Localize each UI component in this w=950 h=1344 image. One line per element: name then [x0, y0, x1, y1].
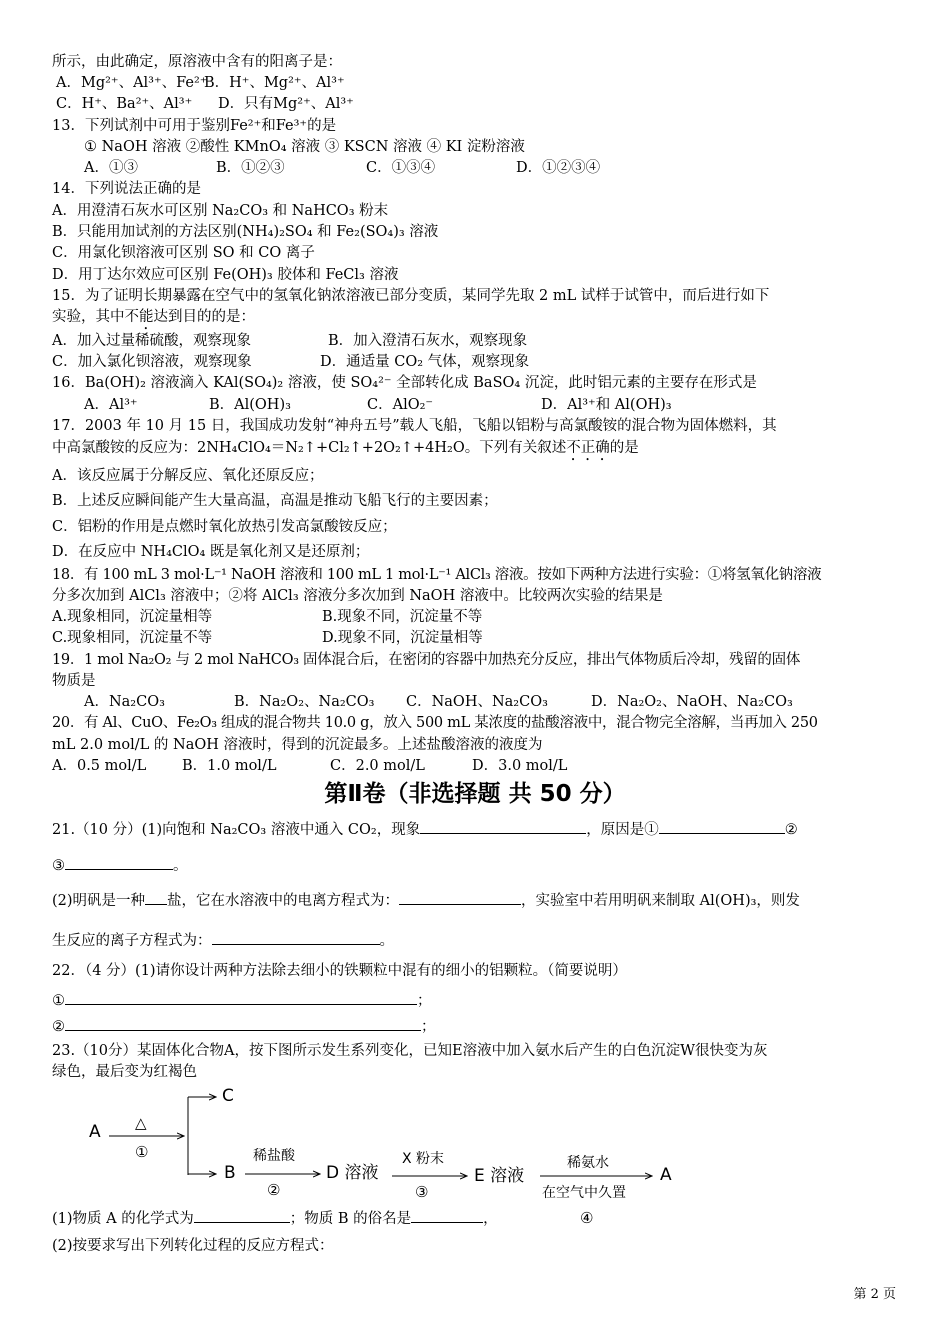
q23-part2: (2)按要求写出下列转化过程的反应方程式：: [52, 1238, 334, 1254]
q13-option-b: B．①②③: [216, 160, 285, 176]
q15-stem-text: 实验，其中不: [52, 309, 139, 325]
intro-option-b: B．H⁺、Mg²⁺、Al³⁺: [204, 75, 345, 91]
node-d: D 溶液: [326, 1163, 379, 1183]
node-e: E 溶液: [474, 1166, 525, 1186]
q14-stem: 14．下列说法正确的是: [52, 181, 201, 197]
q20-option-a: A．0.5 mol/L: [52, 758, 147, 774]
q15-option-b: B．加入澄清石灰水，观察现象: [328, 333, 528, 349]
q22-method1-end: ；: [417, 993, 432, 1009]
q19-option-a: A．Na₂CO₃: [84, 694, 165, 710]
node-b: B: [224, 1163, 236, 1183]
page-number: 第 2 页: [853, 1287, 896, 1302]
q22-method2-end: ；: [421, 1019, 436, 1035]
q23-part1-comma: ，: [483, 1211, 498, 1227]
q17-stem-line1: 17．2003 年 10 月 15 日，我国成功发射“神舟五号”载人飞船，飞船以铝粉与高氯酸铵的混合物为固体燃料，其: [52, 418, 777, 434]
q15-option-c: C．加入氯化钡溶液，观察现象: [52, 354, 252, 370]
q20-stem-line2: mL 2.0 mol/L 的 NaOH 溶液时，得到的沉淀最多。上述盐酸溶液的液度为: [52, 737, 543, 753]
q18-option-a: A.现象相同，沉淀量相等: [52, 609, 213, 625]
q16-option-d: D．Al³⁺和 Al(OH)₃: [541, 397, 672, 413]
q23-formula-a-blank[interactable]: [194, 1208, 290, 1223]
q13-stem: 13．下列试剂中可用于鉴别Fe²⁺和Fe³⁺的是: [52, 118, 337, 134]
q23-part1-text: (1)物质 A 的化学式为: [52, 1211, 194, 1227]
q22-stem: 22．（4 分）(1)请你设计两种方法除去细小的铁颗粒中混有的细小的铝颗粒。（简要说明）: [52, 963, 627, 979]
q21-ionization-label: 盐，它在水溶液中的电离方程式为：: [167, 893, 400, 909]
q18-option-b: B.现象不同，沉淀量不等: [322, 609, 483, 625]
q17-option-c: C．铝粉的作用是点燃时氧化放热引发高氯酸铵反应；: [52, 519, 397, 535]
reagent-2-label: 稀盐酸: [253, 1148, 295, 1164]
q18-option-d: D.现象不同，沉淀量相等: [322, 630, 483, 646]
condition-4-label: 在空气中久置: [542, 1185, 626, 1201]
q19-option-b: B．Na₂O₂、Na₂CO₃: [234, 694, 375, 710]
q22-method1-label: ①: [52, 993, 65, 1009]
q17-stem-tail: 的是: [609, 440, 639, 456]
q18-option-c: C.现象相同，沉淀量不等: [52, 630, 213, 646]
intro-option-c: C．H⁺、Ba²⁺、Al³⁺: [56, 96, 193, 112]
reagent-4-label: 稀氨水: [567, 1155, 609, 1171]
q16-option-b: B．Al(OH)₃: [209, 397, 291, 413]
q20-option-d: D．3.0 mol/L: [472, 758, 568, 774]
q17-emphasis: 不正确: [566, 440, 610, 456]
q21-ionic-eq-label: 生反应的离子方程式为：: [52, 933, 212, 949]
intro-line: 所示，由此确定，原溶液中含有的阳离子是：: [52, 54, 342, 70]
q16-option-c: C．AlO₂⁻: [367, 397, 434, 413]
q15-stem-line1: 15．为了证明长期暴露在空气中的氢氧化钠浓溶液已部分变质，某同学先取 2 mL 试样于试管中，而后进行如下: [52, 288, 770, 304]
q17-stem-text: 中高氯酸铵的反应为：2NH₄ClO₄＝N₂↑+Cl₂↑+2O₂↑+4H₂O。下列有关叙述: [52, 440, 567, 456]
intro-option-d: D．只有Mg²⁺、Al³⁺: [218, 96, 354, 112]
q23-part1: [52, 1208, 498, 1229]
q17-option-d: D．在反应中 NH₄ClO₄ 既是氧化剂又是还原剂；: [52, 544, 370, 560]
intro-option-a: A．Mg²⁺、Al³⁺、Fe²⁺: [56, 75, 208, 91]
q21-part1-text: 21.（10 分）(1)向饱和 Na₂CO₃ 溶液中通入 CO₂，现象: [52, 822, 421, 838]
q20-stem-line1: 20．有 Al、CuO、Fe₂O₃ 组成的混合物共 10.0 g，放入 500 mL 某浓度的盐酸溶液中，混合物完全溶解，当再加入 250: [52, 715, 818, 731]
q19-stem-line2: 物质是: [52, 673, 96, 689]
q17-option-b: B．上述反应瞬间能产生大量高温，高温是推动飞船飞行的主要因素；: [52, 493, 498, 509]
q18-stem-line1: 18．有 100 mL 3 mol·L⁻¹ NaOH 溶液和 100 mL 1 mol·L⁻¹ AlCl₃ 溶液。按如下两种方法进行实验：①将氢氧化钠溶液: [52, 567, 822, 583]
q21-part2-text: (2)明矾是一种: [52, 893, 146, 909]
q19-option-d: D．Na₂O₂、NaOH、Na₂CO₃: [591, 694, 793, 710]
q15-stem-tail: 达到目的的是：: [153, 309, 255, 325]
q21-part2-tail: ，实验室中若用明矾来制取 Al(OH)₃，则发: [521, 893, 800, 909]
q17-option-a: A．该反应属于分解反应、氧化还原反应；: [52, 468, 324, 484]
q21-reason3-label: ③: [52, 858, 65, 874]
q14-option-a: A．用澄清石灰水可区别 Na₂CO₃ 和 NaHCO₃ 粉末: [52, 203, 389, 219]
reagent-3-label: X 粉末: [402, 1151, 445, 1167]
heat-symbol: △: [135, 1114, 147, 1132]
q23-common-name-blank[interactable]: [411, 1208, 483, 1223]
q21-end-period: 。: [379, 933, 394, 949]
q19-option-c: C．NaOH、Na₂CO₃: [406, 694, 548, 710]
q13-reagents: ① NaOH 溶液 ②酸性 KMnO₄ 溶液 ③ KSCN 溶液 ④ KI 淀粉溶液: [84, 139, 525, 155]
q22-method2-label: ②: [52, 1019, 65, 1035]
q19-stem-line1: 19．1 mol Na₂O₂ 与 2 mol NaHCO₃ 固体混合后，在密闭的容器中加热充分反应，排出气体物质后冷却，残留的固体: [52, 652, 801, 668]
q15-option-d: D．通适量 CO₂ 气体，观察现象: [320, 354, 530, 370]
q18-stem-line2: 分多次加到 AlCl₃ 溶液中；②将 AlCl₃ 溶液分多次加到 NaOH 溶液中。比较两次实验的结果是: [52, 588, 663, 604]
step-1-label: ①: [135, 1143, 149, 1161]
q13-option-d: D．①②③④: [516, 160, 601, 176]
node-c: C: [222, 1086, 234, 1106]
q13-option-c: C．①③④: [366, 160, 436, 176]
q23-stem-line2: 绿色，最后变为红褐色: [52, 1064, 197, 1080]
node-a-final: A: [660, 1165, 672, 1185]
q20-option-c: C．2.0 mol/L: [330, 758, 425, 774]
q21-period: 。: [173, 858, 188, 874]
q15-emphasis: 能: [139, 309, 154, 325]
q16-stem: 16．Ba(OH)₂ 溶液滴入 KAl(SO₄)₂ 溶液，使 SO₄²⁻ 全部转化成 BaSO₄ 沉淀，此时铝元素的主要存在形式是: [52, 375, 757, 391]
q23-stem-line1: 23.（10分）某固体化合物A，按下图所示发生系列变化，已知E溶液中加入氨水后产生的白色沉淀W很快变为灰: [52, 1043, 768, 1059]
node-a: A: [89, 1122, 101, 1142]
q21-reason-label: ，原因是①: [586, 822, 659, 838]
q14-option-d: D．用丁达尔效应可区别 Fe(OH)₃ 胶体和 FeCl₃ 溶液: [52, 267, 399, 283]
q14-option-c: C．用氯化钡溶液可区别 SO 和 CO 离子: [52, 245, 315, 261]
q13-option-a: A．①③: [84, 160, 138, 176]
q16-option-a: A．Al³⁺: [84, 397, 138, 413]
q15-option-a: A．加入过量稀硫酸，观察现象: [52, 333, 251, 349]
q20-option-b: B．1.0 mol/L: [182, 758, 277, 774]
q23-common-name-label: ；物质 B 的俗名是: [289, 1211, 412, 1227]
q21-reason2-label: ②: [784, 822, 798, 838]
q14-option-b: B．只能用加试剂的方法区别(NH₄)₂SO₄ 和 Fe₂(SO₄)₃ 溶液: [52, 224, 439, 240]
step-4-label: ④: [580, 1209, 594, 1227]
step-2-label: ②: [267, 1181, 281, 1199]
step-3-label: ③: [415, 1183, 429, 1201]
section-2-title: 第Ⅱ卷（非选择题 共 50 分）: [324, 781, 626, 807]
